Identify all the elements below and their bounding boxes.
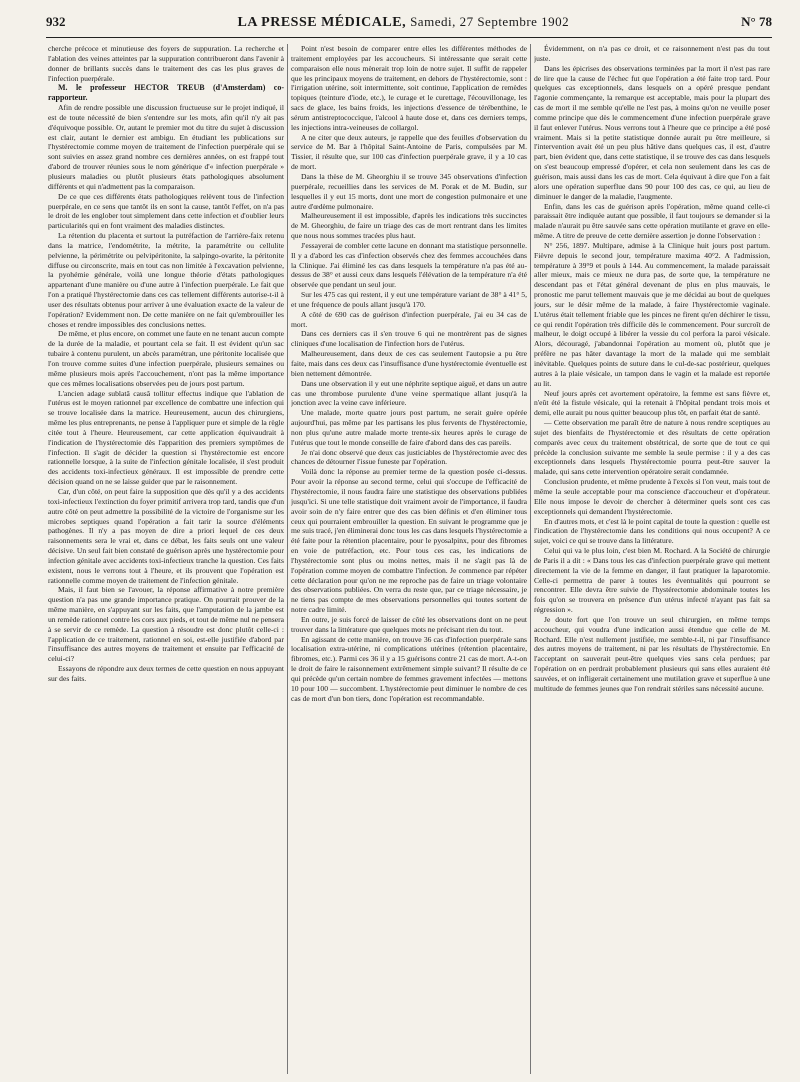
paragraph: Voilà donc la réponse au premier terme de la question posée ci-dessus. Pour avoir la réponse au second terme, celui qui s'occupe de l'efficacité de l'hystérectomie, il nous faudra faire une statistique des observations publiées jusqu'ici. Si une telle statistique doit vraiment avoir de l'importance, il faudra avoir soin de n'y faire entrer que des cas bien définis et d'en éliminer tous ceux qui pourraient embrouiller la question. En suivant le programme que je me suis tracé, j'en éliminerai donc tous les cas dans lesquels l'hystérectomie a été faite pour la rétention placentaire, pour le pyosalpinx, pour des fibromes en voie de putréfaction, etc. Pour tous ces cas, les indications de l'hystérectomie sont plus ou moins nettes, mais il ne s'agit pas là de l'opération comme moyen de combattre l'infection. Je commence par répéter cette déclaration pour qu'on ne me reproche pas de faire un triage volontaire des observations publiées. On verra du reste que, par ce triage nécessaire, je ne tiens pas compte de mes observations personnelles qui toutes sortent de notre cadre limité. [291,467,527,615]
page-header [46,14,772,34]
page-number: 932 [46,14,66,29]
paragraph: cherche précoce et minutieuse des foyers de suppuration. La recherche et l'ablation des veines atteintes par la suppuration contribueront dans l'avenir à donner de brillants succès dans le traitement des cas les plus graves de l'infection puerpérale. [48,44,284,83]
column-1 [48,44,284,1074]
paragraph: Sur les 475 cas qui restent, il y eut une température variant de 38° à 41° 5, et une fréquence de pouls allant jusqu'à 170. [291,290,527,309]
paragraph: Malheureusement il est impossible, d'après les indications très succinctes de M. Gheorghiu, de faire un triage des cas de mort rentrant dans les limites que nous nous sommes tracées plus haut. [291,211,527,241]
paragraph: Évidemment, on n'a pas ce droit, et ce raisonnement n'est pas du tout juste. [534,44,770,63]
paragraph: En d'autres mots, et c'est là le point capital de toute la question : quelle est l'indication de l'hystérectomie dans les conditions qui nous occupent? A ce sujet, voici ce qui se trouve dans la littérature. [534,516,770,546]
paragraph: Je doute fort que l'on trouve un seul chirurgien, en même temps accoucheur, qui voudra d'une indication aussi étendue que celle de M. Rochard. Elle n'est nullement justifiée, me semble-t-il, ni par l'insuffisance des autres moyens de traitement, ni par les résultats de l'hystérectomie. En l'acceptant on sauverait peut-être quelques vies sans cela perdues; par l'opération on en perdrait probablement plusieurs qui sans elles auraient été sauvées, et on infligerait certainement une mutilation grave et superflue à une multitude de femmes jeunes que l'on rendrait stériles sans nécessité aucune. [534,614,770,693]
paragraph: En agissant de cette manière, on trouve 36 cas d'infection puerpérale sans localisation extra-utérine, ni complications utérines (rétention placentaire, fibromes, etc.). Parmi ces 36 il y a 15 guérisons contre 21 cas de mort. A-t-on le droit de faire le raisonnement extrêmement simple suivant? Il résulte de ce qui précède qu'un certain nombre de femmes gravement infectées — mettons 10 pour 100 — succombent. L'hystérectomie peut diminuer le nombre de ces cas de mort d'un bon tiers, donc l'opération est recommandable. [291,634,527,703]
paragraph: Essayons de répondre aux deux termes de cette question en nous appuyant sur des faits. [48,664,284,683]
paragraph: De même, et plus encore, on commet une faute en ne tenant aucun compte de la durée de la maladie, et pourtant cela se fait. Il est évident qu'un sac tubaire à contenu purulent, un abcès paramétran, une péritonite localisée que l'on trouve comme suites d'une infection puerpérale, plusieurs semaines ou même plusieurs mois après l'accouchement, n'ont pas la même importance que ces mêmes localisations observées peu de jours post partum. [48,329,284,388]
paragraph: Dans une observation il y eut une néphrite septique aiguë, et dans un autre cas une thrombose purulente d'une veine spermatique allant jusqu'à la jonction avec la veine cave inférieure. [291,378,527,408]
paragraph: Malheureusement, dans deux de ces cas seulement l'autopsie a pu être faite, mais dans ces deux cas l'insuffisance d'une hystérectomie éventuelle est bien nettement démontrée. [291,349,527,378]
paragraph: Celui qui va le plus loin, c'est bien M. Rochard. A la Société de chirurgie de Paris il a dit : « Dans tous les cas d'infection puerpérale grave qui mettent directement la vie de la femme en danger, il faut pratiquer la laparotomie. Celle-ci permettra de parer à toutes les éventualités qui pourront se rencontrer. Elle devra être suivie de l'hystérectomie abdominale toutes les fois qu'on se trouvera en présence d'un utérus infecté n'ayant pas fait sa régression ». [534,546,770,615]
journal-title: LA PRESSE MÉDICALE, [237,15,407,30]
section-heading: M. le professeur HECTOR TREUB (d'Amsterdam) co-rapporteur. [48,83,284,103]
paragraph: La rétention du placenta et surtout la putréfaction de l'arrière-faix retenu dans la matrice, l'endométrite, la métrite, la paramétrite ou cellulite pelvienne, la périmétrite ou pelvipéritonite, la salpingo-ovarite, la péritonite diffuse ou circonscrite, mais en tout cas non limitée à l'excavation pelvienne, la pyohémie générale, voilà une longue théorie d'états pathologiques appartenant d'une manière ou d'une autre à l'infection puerpérale. Le fait que l'on a pratiqué l'hystérectomie dans ces cas tellement différents autorise-t-il à user des résultats obtenus pour arriver à une évaluation exacte de la valeur de l'opération? Evidemment non. De cette manière on ne fait qu'embrouiller les choses et rendre impossibles des conclusions nettes. [48,231,284,329]
paragraph: Dans les épicrises des observations terminées par la mort il n'est pas rare de lire que la cause de l'échec fut que l'opération a été faite trop tard. Pour quelques cas exceptionnels, dans lesquels on a opéré presque pendant l'agonie commençante, la remarque est acceptable, mais pour la plupart des cas de mort il me semble qu'elle ne l'est pas, à moins qu'on ne veuille poser comme principe que dès le commencement d'une infection puerpérale grave il faut enlever l'utérus. Nous verrons tout à l'heure que ce principe a été posé vraiment. Mais si la petite statistique donnée aurait pu être meilleure, si l'intervention avait été un peu plus hâtive dans quelques cas, il est, d'autre part, bien évident que, dans cette statistique, il se trouve des cas dans lesquels on s'est beaucoup empressé d'opérer, et cela non seulement dans les cas de guérison, mais aussi dans les cas de mort. Cela équivaut à dire que l'on a fait alors une opération superflue dans 90 pour 100 des cas, ce qui, au lieu de diminuer le danger de la maladie, l'augmente. [534,63,770,201]
column-divider [530,44,531,1074]
paragraph: Conclusion prudente, et même prudente à l'excès si l'on veut, mais tout de même la seule acceptable pour ma conscience d'accoucheur et d'opérateur. Elle nous impose le devoir de chercher à déterminer quels sont ces cas exceptionnels qui demandent l'hystérectomie. [534,477,770,516]
header-rule [46,37,772,38]
column-3 [534,44,770,1074]
paragraph: En outre, je suis forcé de laisser de côté les observations dont on ne peut trouver dans la littérature que quelques mots ne précisant rien du tout. [291,614,527,634]
paragraph: Afin de rendre possible une discussion fructueuse sur le projet indiqué, il est de toute nécessité de bien s'entendre sur les mots, afin qu'il n'y ait pas d'équivoque possible. Or, autant le premier mot du titre du sujet à discussion est clair, autant le dernier est ambigu. En étudiant les publications sur l'hystérectomie comme moyen de traitement de l'infection puerpérale qui se sont suivies en assez grand nombre ces dernières années, on est frappé tout d'abord de trouver réunies sous le nom générique d'« infection puerpérale » plusieurs maladies ou plutôt plusieurs états pathologiques absolument différents et qui n'admettent pas la comparaison. [48,103,284,191]
issue-number: N° 78 [741,14,772,29]
paragraph: Car, d'un côté, on peut faire la supposition que dès qu'il y a des accidents toxi-infectieux l'extinction du foyer primitif arrivera trop tard, tandis que d'un autre côté on peut admettre la possibilité de la victoire de l'organisme sur les microbes septiques quand l'opération a fait tarir la source d'éléments pathogènes. Il n'y a pas moyen de dire a priori lequel de ces deux raisonnements sera le vrai et, dans ce débat, les faits seuls ont une valeur décisive. Un seul fait bien constaté de guérison après une hystérectomie pour infection génitale avec accidents toxi-infectieux tranche la question. Ces faits existent, nous le verrons tout à l'heure, et ils prouvent que l'opération est rationnelle comme moyen de traitement de l'infection génitale. [48,486,284,585]
paragraph: A ne citer que deux auteurs, je rappelle que des feuilles d'observation du service de M. Bar à l'hôpital Saint-Antoine de Paris, compulsées par M. Tissier, il résulte que, sur 100 cas d'infection puerpérale grave, il y a 10 cas de mort. [291,132,527,172]
paragraph: Neuf jours après cet avortement opératoire, la femme est sans fièvre et, n'eût été la fistule vésicale, qui la retenait à l'hôpital pendant trois mois et demi, elle aurait pu nous quitter beaucoup plus tôt, en parfait état de santé. [534,388,770,418]
paragraph: Mais, il faut bien se l'avouer, la réponse affirmative à notre première question n'a pas une grande importance pratique. On pourrait prouver de la même manière, en s'appuyant sur les faits, que l'amputation de la jambe est un remède rationnel contre les cors aux pieds, et tout de même nul ne pensera à se servir de ce remède. La question à résoudre est donc plutôt celle-ci : l'application de ce traitement, rationnel en soi, est-elle justifiée d'abord par l'insuffisance des autres moyens de traitement et ensuite par l'efficacité de celui-ci? [48,585,284,664]
paragraph: Je n'ai donc observé que deux cas justiciables de l'hystérectomie avec des chances de détourner l'issue funeste par l'opération. [291,447,527,467]
journal-masthead [237,14,569,31]
paragraph: Enfin, dans les cas de guérison après l'opération, même quand celle-ci paraissait être indiquée autant que possible, il faut toujours se demander si la malade n'aurait pu être sauvée sans cette opération mutilante et grave en elle-même. A titre de preuve de cette dernière assertion je donne l'observation : [534,201,770,241]
column-2 [291,44,527,1074]
paragraph: Point n'est besoin de comparer entre elles les différentes méthodes de traitement employées par les accoucheurs. Si intéressante que serait cette comparaison elle nous mènerait trop loin de notre sujet. Il suffit de rappeler que les principaux moyens de traitement, en dehors de l'hystérectomie, sont : l'irrigation utérine, soit intermittente, soit continue, l'application de remèdes topiques (teinture d'iode, etc.), le curage et le curettage, l'écouvillonage, les sacs de glace, les bains froids, les injections d'essence de térébenthine, le sérum antistreptococcique, l'alcool à haute dose et, dans ces derniers temps, les injections intra-veineuses de collargol. [291,44,527,132]
paragraph: A côté de 690 cas de guérison d'infection puerpérale, j'ai eu 34 cas de mort. [291,309,527,329]
issue-date: Samedi, 27 Septembre 1902 [410,14,570,29]
paragraph: J'essayerai de combler cette lacune en donnant ma statistique personnelle. Il y a d'abord les cas d'infection observés chez des femmes accouchées dans la Clinique. J'ai éliminé les cas dans lesquels la température n'a pas été au-dessus de 38° et aussi ceux dans lesquels l'élévation de la température n'a été observée que pendant un seul jour. [291,240,527,290]
column-divider [287,44,288,1074]
paragraph: — Cette observation me paraît être de nature à nous rendre sceptiques au sujet des bienfaits de l'hystérectomie et des résultats de cette opération comparés avec ceux du traitement obstétrical, de sorte que de tout ce qui précède la conclusion suivante me semble la seule permise : il y a des cas exceptionnels dans lesquels l'hystérectomie pourra peut-être sauver la malade, qui sans cette intervention opératoire serait condamnée. [534,418,770,477]
paragraph: Dans la thèse de M. Gheorghiu il se trouve 345 observations d'infection puerpérale, recueillies dans les services de M. Porak et de M. Budin, sur lesquelles il y eut 15 morts, dont une mort de congestion pulmonaire et une autre d'œdème pulmonaire. [291,171,527,211]
paragraph: N° 256, 1897. Multipare, admise à la Clinique huit jours post partum. Fièvre depuis le second jour, température maxima 40°2. A l'admission, température à 39°9 et pouls à 144. Au commencement, la malade paraissait aller mieux, mais ce mieux ne dura pas, de sorte que, la température ne descendant pas et l'état général devenant de plus en plus mauvais, le pronostic me parut tellement mauvais que je me décidai au bout de quelques jours, sur le désir même de la malade, à faire l'hystérectomie vaginale. L'utérus était tellement friable que les pinces ne firent qu'en déchirer le tissu, ce qui rendit l'opération très difficile dès le commencement. Pour surcroît de malheur, le doigt occupé à libérer la vessie du col perfora la paroi vésicale. Alors, découragé, j'abandonnai l'opération au moment où, plutôt que je préfère ne pas hâter davantage la mort de la malade qui me semblait inévitable. Quelques points de suture dans le cul-de-sac postérieur, quelques autres à la plaie vésicale, un tampon dans le vagin et la malade est reportée au lit. [534,240,770,388]
paragraph: De ce que ces différents états pathologiques relèvent tous de l'infection puerpérale, en ce sens que tantôt ils en sont la cause, tantôt l'effet, on n'a pas le droit de les englober tout simplement dans cette infection et d'oublier leurs particularités qui en font vraiment des maladies distinctes. [48,191,284,231]
paragraph: Une malade, morte quatre jours post partum, ne serait guère opérée aujourd'hui, pas même par les partisans les plus fervents de l'hystérectomie, non plus qu'une autre malade morte trente-six heures après le curage de l'utérus que tout le monde conseille de faire d'abord dans des cas pareils. [291,408,527,447]
paragraph: Dans ces derniers cas il s'en trouve 6 qui ne montrèrent pas de signes cliniques d'une localisation de l'infection hors de l'utérus. [291,329,527,349]
paragraph: L'ancien adage sublatâ causâ tollitur effectus indique que l'ablation de l'utérus est le moyen rationnel par excellence de combattre une infection qui se trouve localisée dans la matrice. Heureusement, aucun des chirurgiens, même les plus entreprenants, ne pense à l'appliquer pure et simple de la règle citée tout à l'heure. Heureusement, car cette application équivaudrait à l'indication de l'hystérectomie dès l'apparition des premiers symptômes de l'infection. Il s'agit de décider la question si l'hystérectomie est encore rationnelle lorsque, à la suite de l'infection génitale localisée, il s'est produit des accidents toxi-infectieux généraux. Il est impossible de prendre cette décision quand on ne se laisse guider que par le raisonnement. [48,388,284,487]
